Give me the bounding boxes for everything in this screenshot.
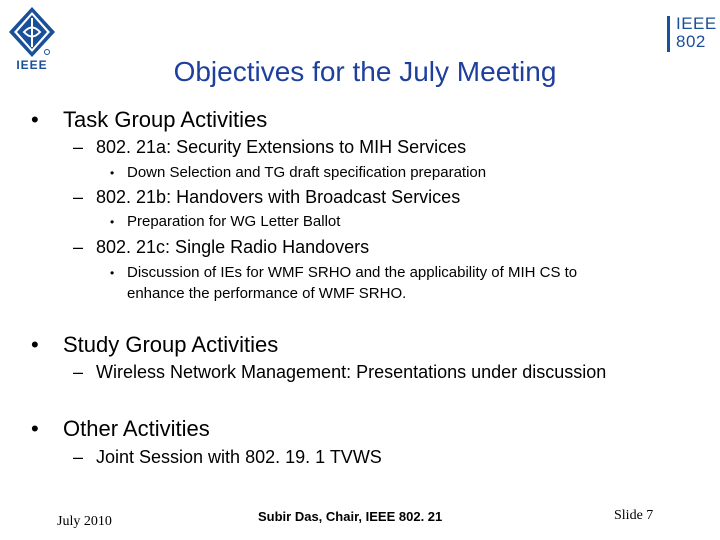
sub-item-802-21c [73,237,369,258]
bullet-text: Task Group Activities [63,107,268,132]
detail-text: Preparation for WG Letter Ballot [127,213,341,230]
small-bullet-marker: • [110,215,115,229]
detail-text-line2: enhance the performance of WMF SRHO. [127,285,407,302]
footer-author: Subir Das, Chair, IEEE 802. 21 [258,509,443,524]
logo-802-line2: 802 [676,32,706,51]
detail-item-continuation [127,283,406,304]
slide-title: Objectives for the July Meeting [173,56,557,87]
sub-item-wnm [73,362,606,383]
footer-slide-number: Slide 7 [614,508,654,523]
sub-item-802-21b [73,187,460,208]
bullet-marker: • [31,416,39,441]
dash-marker: – [73,187,84,207]
logo-bar [667,16,670,52]
ieee-802-logo [667,14,715,54]
footer-date: July 2010 [57,514,112,529]
detail-text-line1: Discussion of IEs for WMF SRHO and the applicability of MIH CS to [127,264,578,281]
detail-item [110,211,340,233]
small-bullet-marker: • [110,266,115,280]
bullet-marker: • [31,332,39,357]
bullet-text: Study Group Activities [63,332,279,357]
ieee-diamond-icon [6,5,58,59]
sub-item-text: 802. 21b: Handovers with Broadcast Services [96,187,461,207]
bullet-text: Other Activities [63,416,210,441]
dash-marker: – [73,447,84,467]
detail-item [110,262,577,284]
sub-item-joint-session [73,447,382,468]
bullet-marker: • [31,107,39,132]
sub-item-text: 802. 21a: Security Extensions to MIH Services [96,137,467,157]
bullet-study-group [31,332,278,358]
dash-marker: – [73,137,84,157]
detail-text: Down Selection and TG draft specification preparation [127,164,487,181]
sub-item-text: 802. 21c: Single Radio Handovers [96,237,370,257]
small-bullet-marker: • [110,166,115,180]
bullet-task-group [31,107,267,133]
detail-item [110,162,486,184]
sub-item-802-21a [73,137,466,158]
bullet-other-activities [31,416,210,442]
dash-marker: – [73,362,84,382]
sub-item-text: Joint Session with 802. 19. 1 TVWS [96,447,382,467]
ieee-logo-text: IEEE [16,58,48,72]
dash-marker: – [73,237,84,257]
logo-802-line1: IEEE [676,14,717,33]
sub-item-text: Wireless Network Management: Presentations under discussion [96,362,607,382]
